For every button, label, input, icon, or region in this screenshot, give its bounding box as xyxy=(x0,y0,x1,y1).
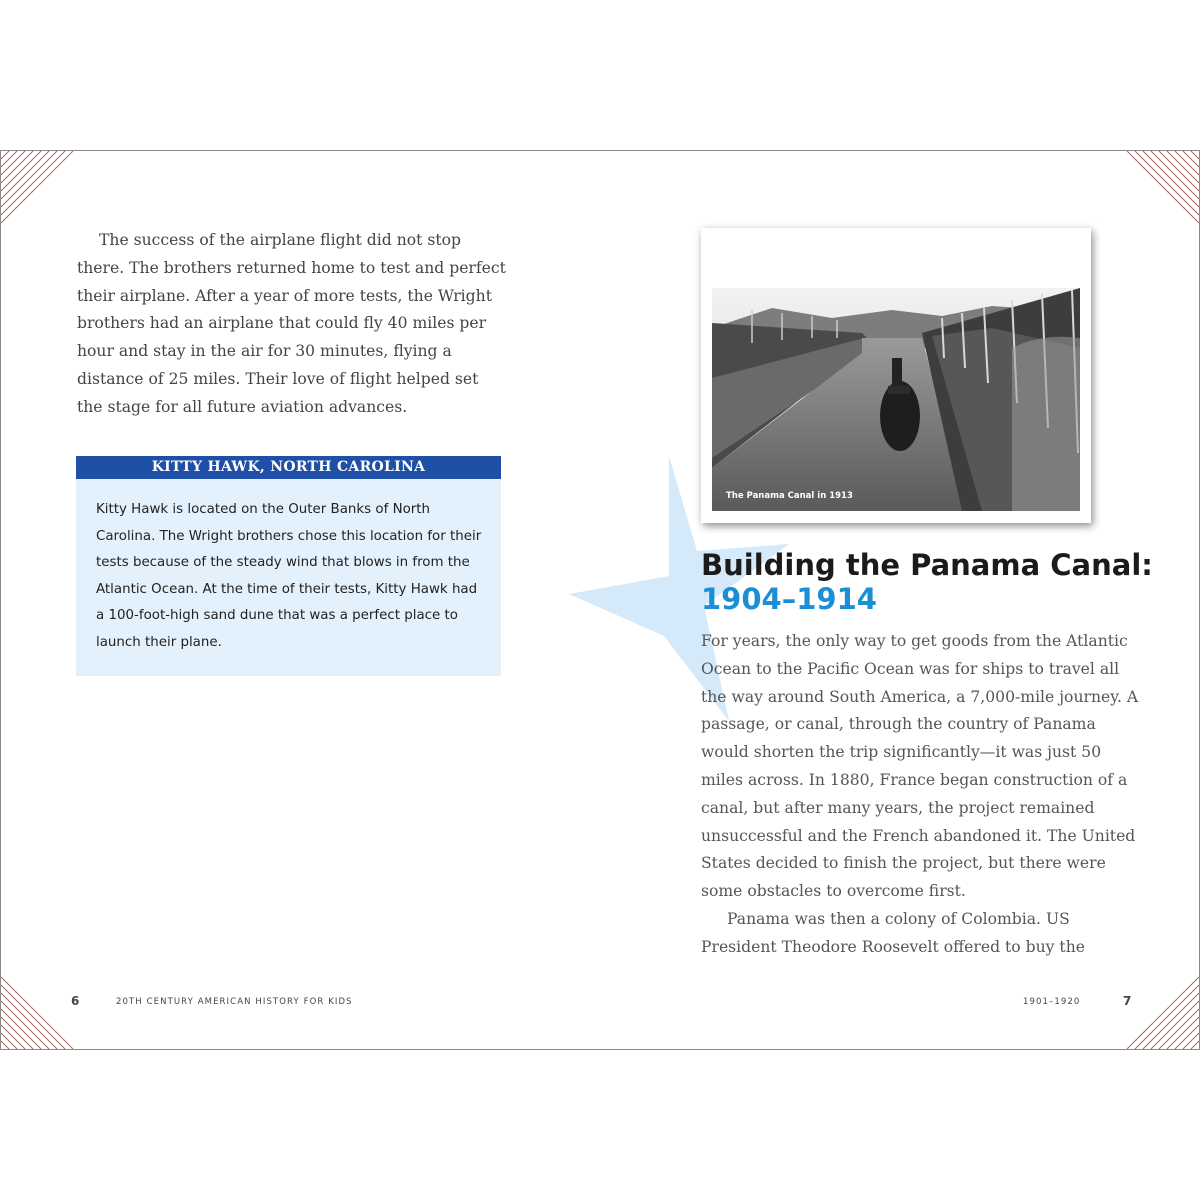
right-page-number: 7 xyxy=(1123,994,1132,1008)
right-running-head: 1901–1920 xyxy=(1023,997,1081,1007)
photo-caption: The Panama Canal in 1913 xyxy=(726,491,853,501)
heading-main: Building the Panama Canal: xyxy=(701,548,1153,582)
left-body-paragraph xyxy=(77,227,507,422)
heading-dates: 1904–1914 xyxy=(701,582,877,616)
canal-photo-illustration xyxy=(712,288,1080,511)
right-body xyxy=(701,628,1141,962)
corner-ornament-bottom-right xyxy=(1121,971,1199,1049)
right-paragraph-2: Panama was then a colony of Colombia. US President Theodore Roosevelt offered to buy the xyxy=(701,909,1085,956)
sidebar-box xyxy=(76,456,501,676)
corner-ornament-top-left xyxy=(1,151,79,229)
right-paragraph-2-wrap xyxy=(701,906,1141,962)
book-spread xyxy=(0,150,1200,1050)
right-paragraph-1: For years, the only way to get goods from the Atlantic Ocean to the Pacific Ocean was for ships to travel all the way around South America, a 7,000-mile journey. A passage, or canal, through the country of Panama would shorten the trip significantly—it was just 50 miles across. In 1880, France began construction of a canal, but after many years, the project remained unsuccessful and the French abandoned it. The United States decided to finish the project, but there were some obstacles to overcome first. xyxy=(701,632,1139,901)
sidebar-text: Kitty Hawk is located on the Outer Banks of North Carolina. The Wright brothers chose this location for their tests because of the steady wind that blows in from the Atlantic Ocean. At the time of their tests, Kitty Hawk had a 100-foot-high sand dune that was a perfect place to launch their plane. xyxy=(96,502,482,650)
left-body-text: The success of the airplane flight did not stop there. The brothers returned home to test and perfect their airplane. After a year of more tests, the Wright brothers had an airplane that could fly 40 miles per hour and stay in the air for 30 minutes, flying a distance of 25 miles. Their love of flight helped set the stage for all future aviation advances. xyxy=(77,231,506,416)
corner-ornament-bottom-left xyxy=(1,971,79,1049)
photo-frame xyxy=(701,228,1091,523)
left-running-head: 20TH CENTURY AMERICAN HISTORY FOR KIDS xyxy=(116,997,353,1007)
sidebar-title: KITTY HAWK, NORTH CAROLINA xyxy=(76,456,501,479)
section-heading xyxy=(701,548,1171,616)
left-page-number: 6 xyxy=(71,994,80,1008)
panama-canal-photo xyxy=(712,288,1080,511)
corner-ornament-top-right xyxy=(1121,151,1199,229)
